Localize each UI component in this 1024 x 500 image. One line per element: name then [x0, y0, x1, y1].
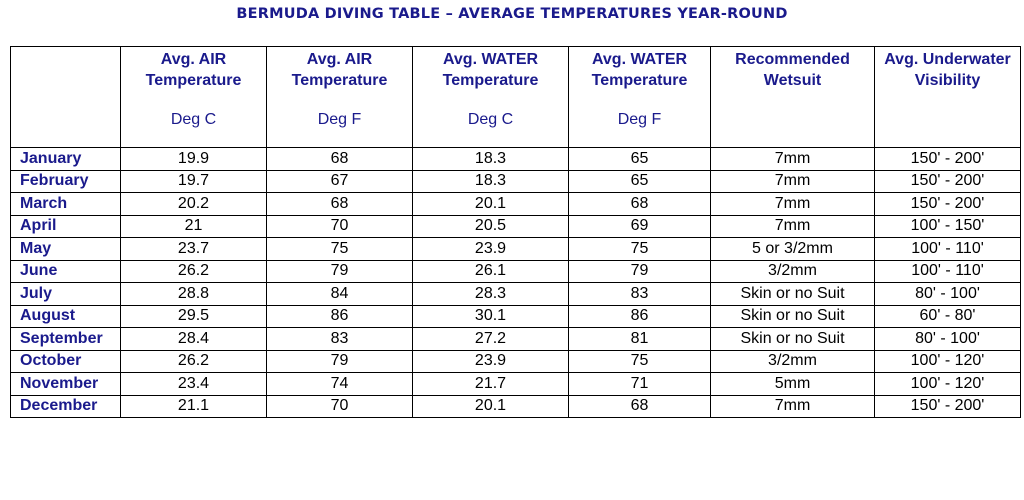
table-row [11, 238, 1021, 261]
water-temp-c-cell: 23.9 [413, 350, 569, 373]
wetsuit-cell: Skin or no Suit [711, 328, 875, 351]
visibility-cell: 100' - 150' [875, 215, 1021, 238]
wetsuit-cell: 7mm [711, 395, 875, 418]
water-temp-c-cell: 26.1 [413, 260, 569, 283]
water-temp-c-cell: 27.2 [413, 328, 569, 351]
water-temp-f-cell: 75 [569, 238, 711, 261]
air-temp-c-cell: 26.2 [121, 260, 267, 283]
air-temp-f-cell: 70 [267, 395, 413, 418]
month-cell: July [11, 283, 121, 306]
air-temp-f-cell: 68 [267, 148, 413, 171]
month-cell: June [11, 260, 121, 283]
table-title: BERMUDA DIVING TABLE – AVERAGE TEMPERATURES YEAR-ROUND [236, 6, 788, 22]
air-temp-c-cell: 20.2 [121, 193, 267, 216]
header-label: Avg. WATER Temperature [591, 51, 688, 89]
air-temp-f-cell: 68 [267, 193, 413, 216]
water-temp-f-cell: 65 [569, 148, 711, 171]
air-temp-f-cell: 84 [267, 283, 413, 306]
header-unit: Deg F [617, 111, 662, 128]
air-temp-f-cell: 74 [267, 373, 413, 396]
visibility-cell: 100' - 120' [875, 373, 1021, 396]
header-month [11, 47, 121, 148]
air-temp-f-cell: 79 [267, 260, 413, 283]
table-row [11, 328, 1021, 351]
table-row [11, 305, 1021, 328]
month-cell: August [11, 305, 121, 328]
water-temp-c-cell: 20.1 [413, 193, 569, 216]
table-row [11, 373, 1021, 396]
water-temp-f-cell: 86 [569, 305, 711, 328]
water-temp-f-cell: 79 [569, 260, 711, 283]
header-air-f [267, 47, 413, 148]
water-temp-c-cell: 18.3 [413, 170, 569, 193]
air-temp-f-cell: 75 [267, 238, 413, 261]
visibility-cell: 150' - 200' [875, 148, 1021, 171]
visibility-cell: 150' - 200' [875, 193, 1021, 216]
month-cell: February [11, 170, 121, 193]
water-temp-f-cell: 68 [569, 395, 711, 418]
air-temp-f-cell: 67 [267, 170, 413, 193]
water-temp-f-cell: 69 [569, 215, 711, 238]
visibility-cell: 100' - 110' [875, 260, 1021, 283]
water-temp-f-cell: 81 [569, 328, 711, 351]
table-body [11, 148, 1021, 418]
visibility-cell: 80' - 100' [875, 283, 1021, 306]
table-row [11, 170, 1021, 193]
wetsuit-cell: 7mm [711, 215, 875, 238]
air-temp-c-cell: 19.9 [121, 148, 267, 171]
table-row [11, 260, 1021, 283]
table-row [11, 193, 1021, 216]
wetsuit-cell: Skin or no Suit [711, 283, 875, 306]
wetsuit-cell: 5mm [711, 373, 875, 396]
water-temp-f-cell: 65 [569, 170, 711, 193]
diving-table [10, 46, 1021, 418]
visibility-cell: 100' - 110' [875, 238, 1021, 261]
month-cell: April [11, 215, 121, 238]
wetsuit-cell: 3/2mm [711, 260, 875, 283]
header-label: Avg. AIR Temperature [145, 51, 242, 89]
table-row [11, 395, 1021, 418]
water-temp-c-cell: 20.1 [413, 395, 569, 418]
table-row [11, 350, 1021, 373]
header-unit: Deg C [170, 111, 217, 128]
wetsuit-cell: 3/2mm [711, 350, 875, 373]
month-cell: May [11, 238, 121, 261]
header-water-c [413, 47, 569, 148]
air-temp-f-cell: 86 [267, 305, 413, 328]
air-temp-c-cell: 28.4 [121, 328, 267, 351]
air-temp-f-cell: 83 [267, 328, 413, 351]
water-temp-c-cell: 23.9 [413, 238, 569, 261]
air-temp-c-cell: 29.5 [121, 305, 267, 328]
month-cell: January [11, 148, 121, 171]
month-cell: September [11, 328, 121, 351]
air-temp-c-cell: 21.1 [121, 395, 267, 418]
air-temp-c-cell: 19.7 [121, 170, 267, 193]
wetsuit-cell: Skin or no Suit [711, 305, 875, 328]
water-temp-c-cell: 21.7 [413, 373, 569, 396]
water-temp-c-cell: 20.5 [413, 215, 569, 238]
month-cell: March [11, 193, 121, 216]
header-label: Avg. WATER Temperature [442, 51, 539, 89]
visibility-cell: 60' - 80' [875, 305, 1021, 328]
header-label: Avg. AIR Temperature [291, 51, 388, 89]
header-label: Recommended Wetsuit [735, 51, 850, 89]
table-row [11, 215, 1021, 238]
table-row [11, 148, 1021, 171]
visibility-cell: 100' - 120' [875, 350, 1021, 373]
header-wetsuit [711, 47, 875, 148]
header-visibility [875, 47, 1021, 148]
visibility-cell: 150' - 200' [875, 395, 1021, 418]
water-temp-c-cell: 18.3 [413, 148, 569, 171]
wetsuit-cell: 7mm [711, 148, 875, 171]
air-temp-c-cell: 26.2 [121, 350, 267, 373]
wetsuit-cell: 7mm [711, 193, 875, 216]
water-temp-f-cell: 68 [569, 193, 711, 216]
air-temp-c-cell: 28.8 [121, 283, 267, 306]
air-temp-f-cell: 70 [267, 215, 413, 238]
wetsuit-cell: 7mm [711, 170, 875, 193]
water-temp-c-cell: 28.3 [413, 283, 569, 306]
visibility-cell: 150' - 200' [875, 170, 1021, 193]
air-temp-c-cell: 23.4 [121, 373, 267, 396]
air-temp-c-cell: 21 [121, 215, 267, 238]
month-cell: December [11, 395, 121, 418]
header-label: Avg. Underwater Visibility [884, 51, 1011, 89]
visibility-cell: 80' - 100' [875, 328, 1021, 351]
air-temp-f-cell: 79 [267, 350, 413, 373]
water-temp-c-cell: 30.1 [413, 305, 569, 328]
wetsuit-cell: 5 or 3/2mm [711, 238, 875, 261]
header-water-f [569, 47, 711, 148]
water-temp-f-cell: 71 [569, 373, 711, 396]
month-cell: October [11, 350, 121, 373]
table-row [11, 283, 1021, 306]
month-cell: November [11, 373, 121, 396]
water-temp-f-cell: 75 [569, 350, 711, 373]
water-temp-f-cell: 83 [569, 283, 711, 306]
header-unit: Deg C [467, 111, 514, 128]
header-row [11, 47, 1021, 148]
header-air-c [121, 47, 267, 148]
air-temp-c-cell: 23.7 [121, 238, 267, 261]
header-unit: Deg F [317, 111, 362, 128]
